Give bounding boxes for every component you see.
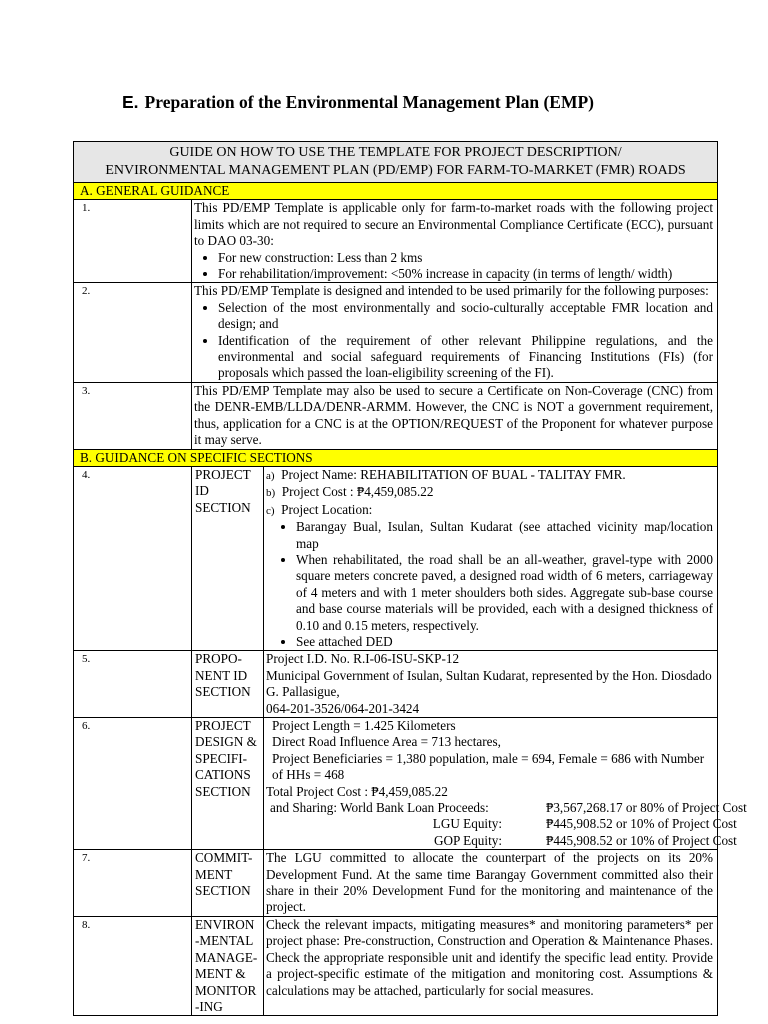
label-line: SECTION xyxy=(195,684,251,700)
list-item: • Identification of the requirement of other relevant Philippine regulations, and the environmental and social safeguard requirements of Financing Institutions (FIs) (for proposals which passed the loan-eligibility screening of the FI). xyxy=(218,333,713,382)
row-number: 5. xyxy=(74,651,192,718)
item-marker: c) xyxy=(266,504,275,517)
list-item: • For rehabilitation/improvement: <50% increase in capacity (in terms of length/ width) xyxy=(218,266,713,282)
section-b-row xyxy=(74,449,718,466)
label-line: PROJECT xyxy=(195,718,251,733)
table-row xyxy=(74,200,718,283)
label-line: CATIONS xyxy=(195,767,251,783)
pd-emp-guide-table xyxy=(73,141,747,1016)
list-item: • For new construction: Less than 2 kms xyxy=(218,250,713,266)
section-a-header: A. GENERAL GUIDANCE xyxy=(74,183,718,200)
page-heading xyxy=(122,92,594,113)
list-item: • Selection of the most environmentally and socio-culturally acceptable FMR location and design; and xyxy=(218,300,713,333)
label-line: PROPO- xyxy=(195,651,242,667)
project-cost xyxy=(266,484,713,501)
row1-text: This PD/EMP Template is applicable only for farm-to-market roads with the following project limits which are not required to secure an Environmental Compliance Certificate (ECC), pursuant to DAO 03-30: xyxy=(194,200,713,249)
row-number: 6. xyxy=(74,718,192,850)
item-text: Project Cost : ₱4,459,085.22 xyxy=(281,484,434,500)
guide-title-row xyxy=(74,142,718,183)
item-text: Project Location: xyxy=(281,501,373,517)
label-line: PROJECT xyxy=(195,466,251,482)
loan-value: ₱3,567,268.17 or 80% of Project Cost xyxy=(546,800,747,816)
row8-text: Check the relevant impacts, mitigating measures* and monitoring parameters* per project phase: Pre-construction, Construction and Operation & Maintenance Phases. Check the appropriate responsible unit and identify the specific lead entity. Provide a project-specific estimate of the mitigation and monitoring cost. Assumptions & calculations may be attached, particularly for social measures. xyxy=(264,916,718,1015)
row-label xyxy=(192,466,264,650)
row2-text: This PD/EMP Template is designed and intended to be used primarily for the following purposes: xyxy=(194,283,709,299)
table-row xyxy=(74,916,718,1015)
item-text: Project Name: REHABILITATION OF BUAL - TALITAY FMR. xyxy=(281,466,626,482)
label-line: NENT ID xyxy=(195,667,248,683)
row-number: 7. xyxy=(74,850,192,917)
row-content xyxy=(264,651,718,718)
row7-text: The LGU committed to allocate the counterpart of the projects on its 20% Development Fund. At the same time Barangay Government committed also their share in their 20% Development Fund for the monitoring and maintenance of the project. xyxy=(264,850,718,917)
item-marker: a) xyxy=(266,469,275,482)
label-line: ENVIRON xyxy=(195,916,255,932)
project-location xyxy=(266,502,713,519)
text-line: Project I.D. No. R.I-06-ISU-SKP-12 xyxy=(266,651,460,667)
cost-sharing-table xyxy=(266,800,747,849)
loan-label: and Sharing: World Bank Loan Proceeds: xyxy=(270,800,489,816)
label-line: SPECIFI- xyxy=(195,750,248,766)
gop-value: ₱445,908.52 or 10% of Project Cost xyxy=(546,832,737,848)
row-number: 8. xyxy=(74,916,192,1015)
table-row xyxy=(74,651,718,718)
label-line: COMMIT- xyxy=(195,850,253,866)
row-content xyxy=(264,718,747,850)
list-item: • Barangay Bual, Isulan, Sultan Kudarat (see attached vicinity map/location map xyxy=(296,519,713,552)
table-row xyxy=(74,382,718,449)
row-label xyxy=(192,850,264,917)
row3-text: This PD/EMP Template may also be used to secure a Certificate on Non-Coverage (CNC) from the DENR-EMB/LLDA/DENR-ARMM. However, the CNC is NOT a government requirement, thus, application for a CNC is at the OPTION/REQUEST of the Proponent for whatever purpose it may serve. xyxy=(192,382,718,449)
row-content xyxy=(192,200,718,283)
row2-bullets xyxy=(194,300,713,382)
table-row xyxy=(266,833,713,849)
text-line: Project Beneficiaries = 1,380 population, male = 694, Female = 686 with Number of HHs = 468 xyxy=(272,750,705,783)
guide-title-line2: ENVIRONMENTAL MANAGEMENT PLAN (PD/EMP) FOR FARM-TO-MARKET (FMR) ROADS xyxy=(105,163,686,178)
row-number: 2. xyxy=(74,283,192,382)
table-row xyxy=(74,850,718,917)
guide-title xyxy=(74,142,718,183)
label-line: ID xyxy=(195,483,209,499)
table-row xyxy=(266,800,713,816)
table-row xyxy=(266,816,713,832)
lgu-label: LGU Equity: xyxy=(432,816,502,832)
text-line: Direct Road Influence Area = 713 hectares, xyxy=(272,734,501,750)
table-row xyxy=(74,466,718,650)
text-line: 064-201-3526/064-201-3424 xyxy=(266,700,420,716)
row-number: 4. xyxy=(74,466,192,650)
project-name xyxy=(266,467,713,484)
row1-bullets xyxy=(194,250,713,283)
row-label xyxy=(192,916,264,1015)
total-cost: Total Project Cost : ₱4,459,085.22 xyxy=(266,783,448,799)
label-line: SECTION xyxy=(195,783,251,799)
text-line: Municipal Government of Isulan, Sultan Kudarat, represented by the Hon. Diosdado G. Pallasigue, xyxy=(266,667,712,700)
label-line: DESIGN & xyxy=(195,734,257,750)
label-line: MONITOR xyxy=(195,982,257,998)
label-line: -ING xyxy=(195,998,223,1014)
lgu-value: ₱445,908.52 or 10% of Project Cost xyxy=(546,816,737,832)
text-line: Project Length = 1.425 Kilometers xyxy=(272,718,456,733)
label-line: -MENTAL xyxy=(195,933,254,949)
section-b-header: B. GUIDANCE ON SPECIFIC SECTIONS xyxy=(74,449,718,466)
table-row xyxy=(74,283,718,382)
heading-letter: E. xyxy=(122,92,139,112)
list-item: • When rehabilitated, the road shall be an all-weather, gravel-type with 2000 square meters concrete paved, a designed road width of 6 meters, carriageway of 4 meters and with 1 meter shoulders both sides. Aggregate sub-base course and base course materials will be provided, each with a designed thickness of 0.10 and 0.15 meters, respectively. xyxy=(296,552,713,634)
row-label xyxy=(192,651,264,718)
row4-bullets xyxy=(266,519,713,650)
label-line: SECTION xyxy=(195,499,251,515)
row-label xyxy=(192,718,264,850)
list-item: • See attached DED xyxy=(296,634,713,650)
section-a-row xyxy=(74,183,718,200)
label-line: SECTION xyxy=(195,883,251,899)
table-row xyxy=(74,718,718,850)
row-content xyxy=(192,283,718,382)
row-number: 1. xyxy=(74,200,192,283)
guide-title-line1: GUIDE ON HOW TO USE THE TEMPLATE FOR PROJECT DESCRIPTION/ xyxy=(169,145,622,160)
heading-title: Preparation of the Environmental Management Plan (EMP) xyxy=(144,92,594,112)
item-marker: b) xyxy=(266,487,276,500)
row-content xyxy=(264,466,718,650)
label-line: MENT xyxy=(195,866,233,882)
label-line: MANAGE- xyxy=(195,949,258,965)
row-number: 3. xyxy=(74,382,192,449)
label-line: MENT & xyxy=(195,966,246,982)
gop-label: GOP Equity: xyxy=(433,832,502,848)
